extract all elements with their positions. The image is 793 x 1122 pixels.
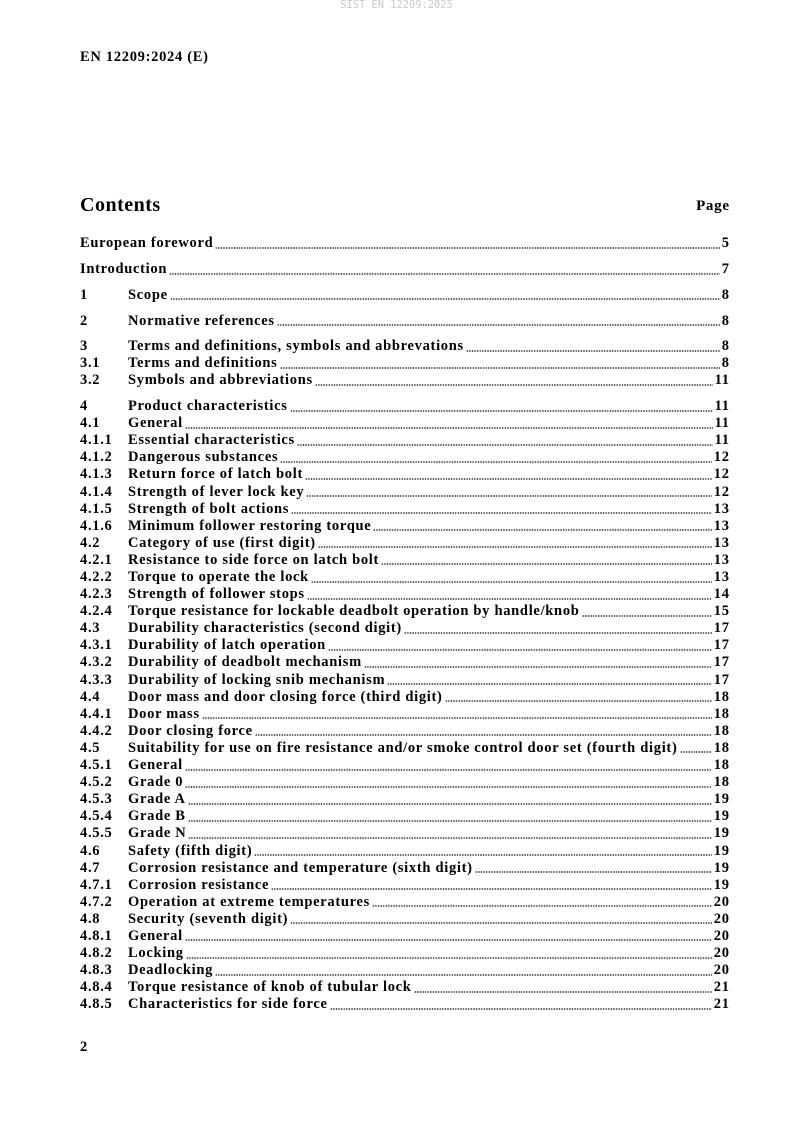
toc-entry-number: 4.3.2 xyxy=(80,654,113,671)
toc-entry-title: Product characteristics xyxy=(128,398,288,415)
toc-entry-number: 4.8.5 xyxy=(80,996,113,1013)
toc-entry-page: 8 xyxy=(721,338,730,355)
toc-entry-page: 20 xyxy=(713,945,730,962)
toc-entry-number: 4.3.1 xyxy=(80,637,113,654)
toc-entry-number: 4.2.3 xyxy=(80,586,113,603)
toc-group xyxy=(80,235,729,252)
toc-entry[interactable] xyxy=(80,586,729,603)
dot-leader xyxy=(271,888,712,890)
toc-entry-page: 8 xyxy=(721,355,730,372)
toc-entry[interactable] xyxy=(80,637,729,654)
toc-entry-title: Safety (fifth digit) xyxy=(128,842,253,859)
toc-entry-page: 17 xyxy=(713,620,730,637)
toc-entry-title: Torque to operate the lock xyxy=(128,569,309,585)
toc-entry-title: Locking xyxy=(128,945,184,962)
toc-entry-page: 18 xyxy=(713,739,730,756)
toc-entry-number: 4.8.2 xyxy=(80,945,113,962)
toc-entry-page: 8 xyxy=(721,286,730,303)
toc-entry-number: 4.8.4 xyxy=(80,979,113,996)
dot-leader xyxy=(254,854,711,856)
toc-entry-number: 4.4 xyxy=(80,688,101,705)
toc-entry-page: 19 xyxy=(713,825,730,842)
toc-entry-title: Category of use (first digit) xyxy=(128,534,316,551)
toc-entry-page: 21 xyxy=(713,979,730,996)
dot-leader xyxy=(185,786,712,788)
toc-group xyxy=(80,287,729,304)
toc-entry-number: 4.1 xyxy=(80,415,101,432)
toc-entry[interactable] xyxy=(80,825,729,842)
dot-leader xyxy=(318,546,712,548)
toc-entry-number: 4.2.1 xyxy=(80,551,113,568)
toc-entry-number: 4.4.2 xyxy=(80,722,113,739)
toc-entry-title: Scope xyxy=(128,286,168,303)
toc-entry[interactable] xyxy=(80,774,729,791)
running-header: EN 12209:2024 (E) xyxy=(80,48,209,65)
toc-entry[interactable] xyxy=(80,808,729,825)
toc-entry-number: 4.1.6 xyxy=(80,517,113,534)
dot-leader xyxy=(277,324,720,326)
toc-entry[interactable] xyxy=(80,757,729,774)
toc-entry-number: 4.3 xyxy=(80,620,101,637)
dot-leader xyxy=(305,478,712,480)
toc-group xyxy=(80,313,729,330)
toc-entry-page: 13 xyxy=(713,551,730,568)
dot-leader xyxy=(680,751,712,753)
toc-entry-title: Durability of latch operation xyxy=(128,637,326,654)
toc-entry-title: Grade A xyxy=(128,791,186,808)
toc-entry-page: 19 xyxy=(713,859,730,876)
toc-entry-title: Security (seventh digit) xyxy=(128,910,289,927)
toc-entry-number: 4.7.1 xyxy=(80,876,113,893)
toc-entry-title: European foreword xyxy=(80,235,214,252)
toc-entry-page: 11 xyxy=(714,415,730,432)
toc-entry-page: 12 xyxy=(713,483,730,500)
toc-entry-title: Resistance to side force on latch bolt xyxy=(128,551,380,568)
toc-group xyxy=(80,398,729,1013)
toc-entry-page: 11 xyxy=(714,432,730,449)
toc-entry[interactable] xyxy=(80,432,729,449)
dot-leader xyxy=(185,427,713,429)
toc-entry-number: 3.2 xyxy=(80,372,101,389)
toc-entry[interactable] xyxy=(80,552,729,569)
toc-entry-title: General xyxy=(128,415,183,432)
dot-leader xyxy=(307,598,712,600)
toc-entry-page: 5 xyxy=(721,235,730,252)
dot-leader xyxy=(404,632,712,634)
toc-entry-title: Terms and definitions, symbols and abbrevations xyxy=(128,338,464,355)
toc-entry[interactable] xyxy=(80,313,729,330)
toc-entry[interactable] xyxy=(80,877,729,894)
dot-leader xyxy=(475,871,712,873)
dot-leader xyxy=(290,410,713,412)
toc-entry-number: 4.4.1 xyxy=(80,705,113,722)
dot-leader xyxy=(582,615,712,617)
toc-entry-number: 4.5.1 xyxy=(80,757,113,774)
toc-entry[interactable] xyxy=(80,654,729,671)
toc-entry[interactable] xyxy=(80,843,729,860)
toc-entry-title: Return force of latch bolt xyxy=(128,466,303,483)
toc-entry[interactable] xyxy=(80,706,729,723)
toc-entry[interactable] xyxy=(80,894,729,911)
dot-leader xyxy=(215,974,712,976)
toc-entry-title: Corrosion resistance xyxy=(128,876,270,893)
toc-entry[interactable] xyxy=(80,928,729,945)
toc-entry-title: Door mass xyxy=(128,705,200,722)
toc-entry[interactable] xyxy=(80,603,729,620)
dot-leader xyxy=(372,905,712,907)
toc-entry-number: 4.7.2 xyxy=(80,893,113,910)
toc-entry[interactable] xyxy=(80,518,729,535)
toc-entry[interactable] xyxy=(80,911,729,928)
toc-entry-title: Terms and definitions xyxy=(128,355,278,372)
toc-entry-title: Corrosion resistance and temperature (sixth digit) xyxy=(128,859,473,876)
toc-entry-number: 4.6 xyxy=(80,842,101,859)
dot-leader xyxy=(215,247,719,249)
toc-entry[interactable] xyxy=(80,501,729,518)
dot-leader xyxy=(185,939,712,941)
toc-entry[interactable] xyxy=(80,791,729,808)
toc-entry-title: Introduction xyxy=(80,261,168,278)
toc-entry[interactable] xyxy=(80,372,729,389)
toc-entry-page: 18 xyxy=(713,757,730,774)
toc-entry-title: Grade B xyxy=(128,808,186,825)
toc-entry-number: 2 xyxy=(80,312,88,329)
toc-entry[interactable] xyxy=(80,740,729,757)
toc-entry-title: Torque resistance for lockable deadbolt operation by handle/knob xyxy=(128,603,580,620)
toc-entry-page: 20 xyxy=(713,962,730,979)
toc-entry-title: Operation at extreme temperatures xyxy=(128,893,371,910)
toc-group xyxy=(80,338,729,389)
toc-entry-page: 12 xyxy=(713,449,730,466)
toc-entry[interactable] xyxy=(80,484,729,501)
dot-leader xyxy=(445,700,712,702)
page-number-footer: 2 xyxy=(80,1038,88,1055)
toc-entry[interactable] xyxy=(80,672,729,689)
toc-entry-title: Durability of deadbolt mechanism xyxy=(128,654,362,671)
toc-entry-page: 13 xyxy=(713,517,730,534)
toc-entry[interactable] xyxy=(80,569,729,586)
toc-entry-title: Essential characteristics xyxy=(128,432,295,449)
toc-entry-number: 4.8.3 xyxy=(80,962,113,979)
toc-entry-number: 4.5.3 xyxy=(80,791,113,808)
toc-group xyxy=(80,261,729,278)
dot-leader xyxy=(169,273,720,275)
toc-entry-page: 19 xyxy=(713,876,730,893)
toc-entry-number: 4.1.1 xyxy=(80,432,113,449)
dot-leader xyxy=(188,803,712,805)
toc-entry-page: 17 xyxy=(713,637,730,654)
toc-entry-title: Door closing force xyxy=(128,722,253,739)
toc-entry-page: 19 xyxy=(713,842,730,859)
dot-leader xyxy=(373,529,711,531)
dot-leader xyxy=(381,563,712,565)
toc-entry-title: Suitability for use on fire resistance and/or smoke control door set (fourth digit) xyxy=(128,739,678,756)
toc-entry-title: Dangerous substances xyxy=(128,449,279,466)
toc-entry[interactable] xyxy=(80,338,729,355)
toc-entry[interactable] xyxy=(80,235,729,252)
dot-leader xyxy=(291,512,712,514)
dot-leader xyxy=(364,666,712,668)
toc-entry-page: 12 xyxy=(713,466,730,483)
toc-entry-title: Strength of lever lock key xyxy=(128,483,305,500)
dot-leader xyxy=(186,957,712,959)
table-of-contents xyxy=(80,235,729,1013)
dot-leader xyxy=(466,350,720,352)
toc-entry-page: 17 xyxy=(713,671,730,688)
dot-leader xyxy=(188,820,712,822)
toc-entry-number: 4.2.2 xyxy=(80,569,113,585)
toc-entry[interactable] xyxy=(80,449,729,466)
toc-entry-page: 19 xyxy=(713,808,730,825)
toc-entry-number: 4.5.5 xyxy=(80,825,113,842)
watermark: SIST EN 12209:2025 xyxy=(340,0,453,11)
toc-entry-number: 4.5.2 xyxy=(80,774,113,791)
toc-entry-page: 18 xyxy=(713,688,730,705)
toc-entry-title: Minimum follower restoring torque xyxy=(128,517,372,534)
toc-entry[interactable] xyxy=(80,962,729,979)
toc-entry-number: 4.1.3 xyxy=(80,466,113,483)
dot-leader xyxy=(290,922,712,924)
toc-entry[interactable] xyxy=(80,689,729,706)
toc-entry-title: Normative references xyxy=(128,312,275,329)
toc-entry[interactable] xyxy=(80,620,729,637)
dot-leader xyxy=(306,495,711,497)
toc-entry-page: 11 xyxy=(714,372,730,389)
toc-entry[interactable] xyxy=(80,996,729,1013)
dot-leader xyxy=(185,769,712,771)
dot-leader xyxy=(280,367,720,369)
dot-leader xyxy=(330,1008,712,1010)
toc-entry[interactable] xyxy=(80,723,729,740)
toc-entry[interactable] xyxy=(80,287,729,304)
toc-entry-page: 20 xyxy=(713,910,730,927)
toc-entry-number: 4.1.5 xyxy=(80,500,113,517)
page-column-label: Page xyxy=(696,198,730,214)
dot-leader xyxy=(311,581,712,583)
dot-leader xyxy=(280,461,711,463)
toc-entry[interactable] xyxy=(80,398,729,415)
toc-entry-page: 13 xyxy=(713,534,730,551)
toc-entry-page: 15 xyxy=(713,603,730,620)
toc-entry-page: 11 xyxy=(714,398,730,415)
toc-entry-title: Durability characteristics (second digit) xyxy=(128,620,402,637)
dot-leader xyxy=(202,717,712,719)
dot-leader xyxy=(170,298,720,300)
toc-entry-page: 20 xyxy=(713,893,730,910)
toc-entry-title: Strength of follower stops xyxy=(128,586,305,603)
toc-entry-title: Grade 0 xyxy=(128,774,184,791)
toc-entry-number: 4.2 xyxy=(80,534,101,551)
toc-entry-page: 19 xyxy=(713,791,730,808)
toc-entry-title: Durability of locking snib mechanism xyxy=(128,671,386,688)
toc-entry[interactable] xyxy=(80,535,729,552)
toc-entry[interactable] xyxy=(80,860,729,877)
toc-entry-title: Strength of bolt actions xyxy=(128,500,290,517)
toc-entry-page: 7 xyxy=(721,261,730,278)
toc-entry-page: 17 xyxy=(713,654,730,671)
toc-entry-number: 4.5.4 xyxy=(80,808,113,825)
toc-entry[interactable] xyxy=(80,466,729,483)
toc-entry-number: 1 xyxy=(80,286,88,303)
toc-entry-title: Characteristics for side force xyxy=(128,996,328,1013)
toc-entry-title: Grade N xyxy=(128,825,187,842)
toc-entry-page: 21 xyxy=(713,996,730,1013)
toc-entry-number: 4.8 xyxy=(80,910,101,927)
toc-entry-title: General xyxy=(128,757,183,774)
dot-leader xyxy=(315,384,713,386)
toc-entry-number: 4.7 xyxy=(80,859,101,876)
toc-entry-page: 8 xyxy=(721,312,730,329)
dot-leader xyxy=(297,444,713,446)
dot-leader xyxy=(188,837,711,839)
contents-heading: Contents xyxy=(80,194,161,216)
toc-entry[interactable] xyxy=(80,979,729,996)
toc-entry[interactable] xyxy=(80,261,729,278)
toc-entry-number: 4.5 xyxy=(80,739,101,756)
dot-leader xyxy=(255,734,712,736)
toc-entry-page: 18 xyxy=(713,722,730,739)
toc-entry-title: Door mass and door closing force (third digit) xyxy=(128,688,443,705)
toc-entry-number: 4.2.4 xyxy=(80,603,113,620)
dot-leader xyxy=(387,683,712,685)
toc-entry-number: 4.3.3 xyxy=(80,671,113,688)
toc-entry-number: 4 xyxy=(80,398,88,415)
toc-entry-page: 13 xyxy=(713,569,730,585)
toc-entry-number: 4.1.2 xyxy=(80,449,113,466)
toc-entry-page: 18 xyxy=(713,705,730,722)
toc-entry-number: 4.8.1 xyxy=(80,927,113,944)
toc-entry-title: Deadlocking xyxy=(128,962,214,979)
toc-entry-title: Torque resistance of knob of tubular lock xyxy=(128,979,412,996)
toc-entry[interactable] xyxy=(80,355,729,372)
toc-entry-page: 14 xyxy=(713,586,730,603)
toc-entry-title: Symbols and abbreviations xyxy=(128,372,313,389)
toc-entry[interactable] xyxy=(80,415,729,432)
dot-leader xyxy=(328,649,712,651)
dot-leader xyxy=(414,991,712,993)
toc-entry-page: 13 xyxy=(713,500,730,517)
toc-entry-number: 3 xyxy=(80,338,88,355)
toc-entry-page: 20 xyxy=(713,927,730,944)
toc-entry-page: 18 xyxy=(713,774,730,791)
toc-entry-number: 3.1 xyxy=(80,355,101,372)
toc-entry[interactable] xyxy=(80,945,729,962)
toc-entry-number: 4.1.4 xyxy=(80,483,113,500)
toc-entry-title: General xyxy=(128,927,183,944)
